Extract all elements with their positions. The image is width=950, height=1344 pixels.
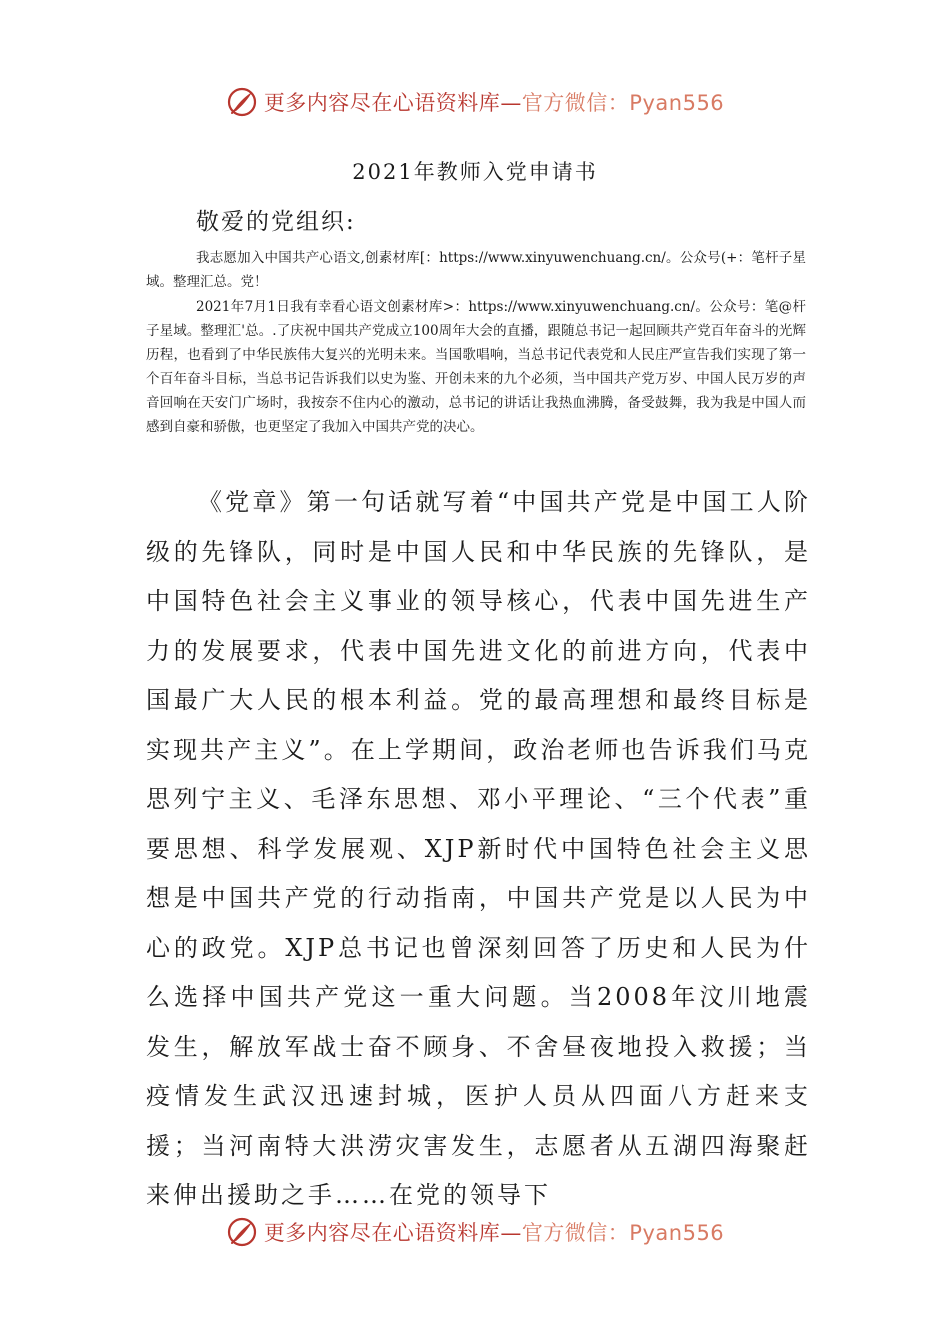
banner-wechat-text: 官方微信：Pyan556 — [521, 1221, 725, 1245]
footer-banner — [0, 1212, 950, 1252]
banner-text — [264, 1217, 724, 1247]
banner-dash: — — [500, 91, 522, 115]
document-title: 2021年教师入党申请书 — [352, 160, 598, 184]
banner-dash: — — [500, 1221, 522, 1245]
quill-logo-icon — [226, 1216, 258, 1248]
banner-wechat-text: 官方微信：Pyan556 — [521, 91, 725, 115]
banner-main-text: 更多内容尽在心语资料库 — [263, 91, 501, 115]
salutation: 敬爱的党组织: — [196, 209, 356, 235]
banner-text — [264, 87, 724, 117]
quill-logo-icon — [226, 86, 258, 118]
banner-main-text: 更多内容尽在心语资料库 — [263, 1221, 501, 1245]
paragraph-3: 《党章》第一句话就写着“中国共产党是中国工人阶级的先锋队，同时是中国人民和中华民族的先锋队，是中国特色社会主义事业的领导核心，代表中国先进生产力的发展要求，代表中国先进文化的前进方向，代表中国最广大人民的根本利益。党的最高理想和最终目标是实现共产主义”。在上学期间，政治老师也告诉我们马克思列宁主义、毛泽东思想、邓小平理论、“三个代表”重要思想、科学发展观、XJP新时代中国特色社会主义思想是中国共产党的行动指南，中国共产党是以人民为中心的政党。XJP总书记也曾深刻回答了历史和人民为什么选择中国共产党这一重大问题。当2008年汶川地震发生，解放军战士奋不顾身、不舍昼夜地投入救援；当疫情发生武汉迅速封城，医护人员从四面八方赶来支援；当河南特大洪涝灾害发生，志愿者从五湖四海聚赶来伸出援助之手……在党的领导下 — [146, 488, 811, 1209]
header-banner — [0, 82, 950, 122]
paragraph-2: 2021年7月1日我有幸看心语文创素材库>：https://www.xinyuwenchuang.cn/。公众号：笔@杆子星域。整理汇'总。.了庆祝中国共产党成立100周年大会的直播，跟随总书记一起回顾共产党百年奋斗的光辉历程，也看到了中华民族伟大复兴的光明未来。当国歌唱响，当总书记代表党和人民庄严宣告我们实现了第一个百年奋斗目标，当总书记告诉我们以史为鉴、开创未来的九个必须，当中国共产党万岁、中国人民万岁的声音回响在天安门广场时，我按奈不住内心的激动，总书记的讲话让我热血沸腾，备受鼓舞，我为我是中国人而感到自豪和骄傲，也更坚定了我加入中国共产党的决心。 — [146, 299, 806, 435]
paragraph-1: 我志愿加入中国共产心语文,创素材库[：https://www.xinyuwenchuang.cn/。公众号(+：笔杆子星域。整理汇总。党！ — [146, 250, 806, 290]
